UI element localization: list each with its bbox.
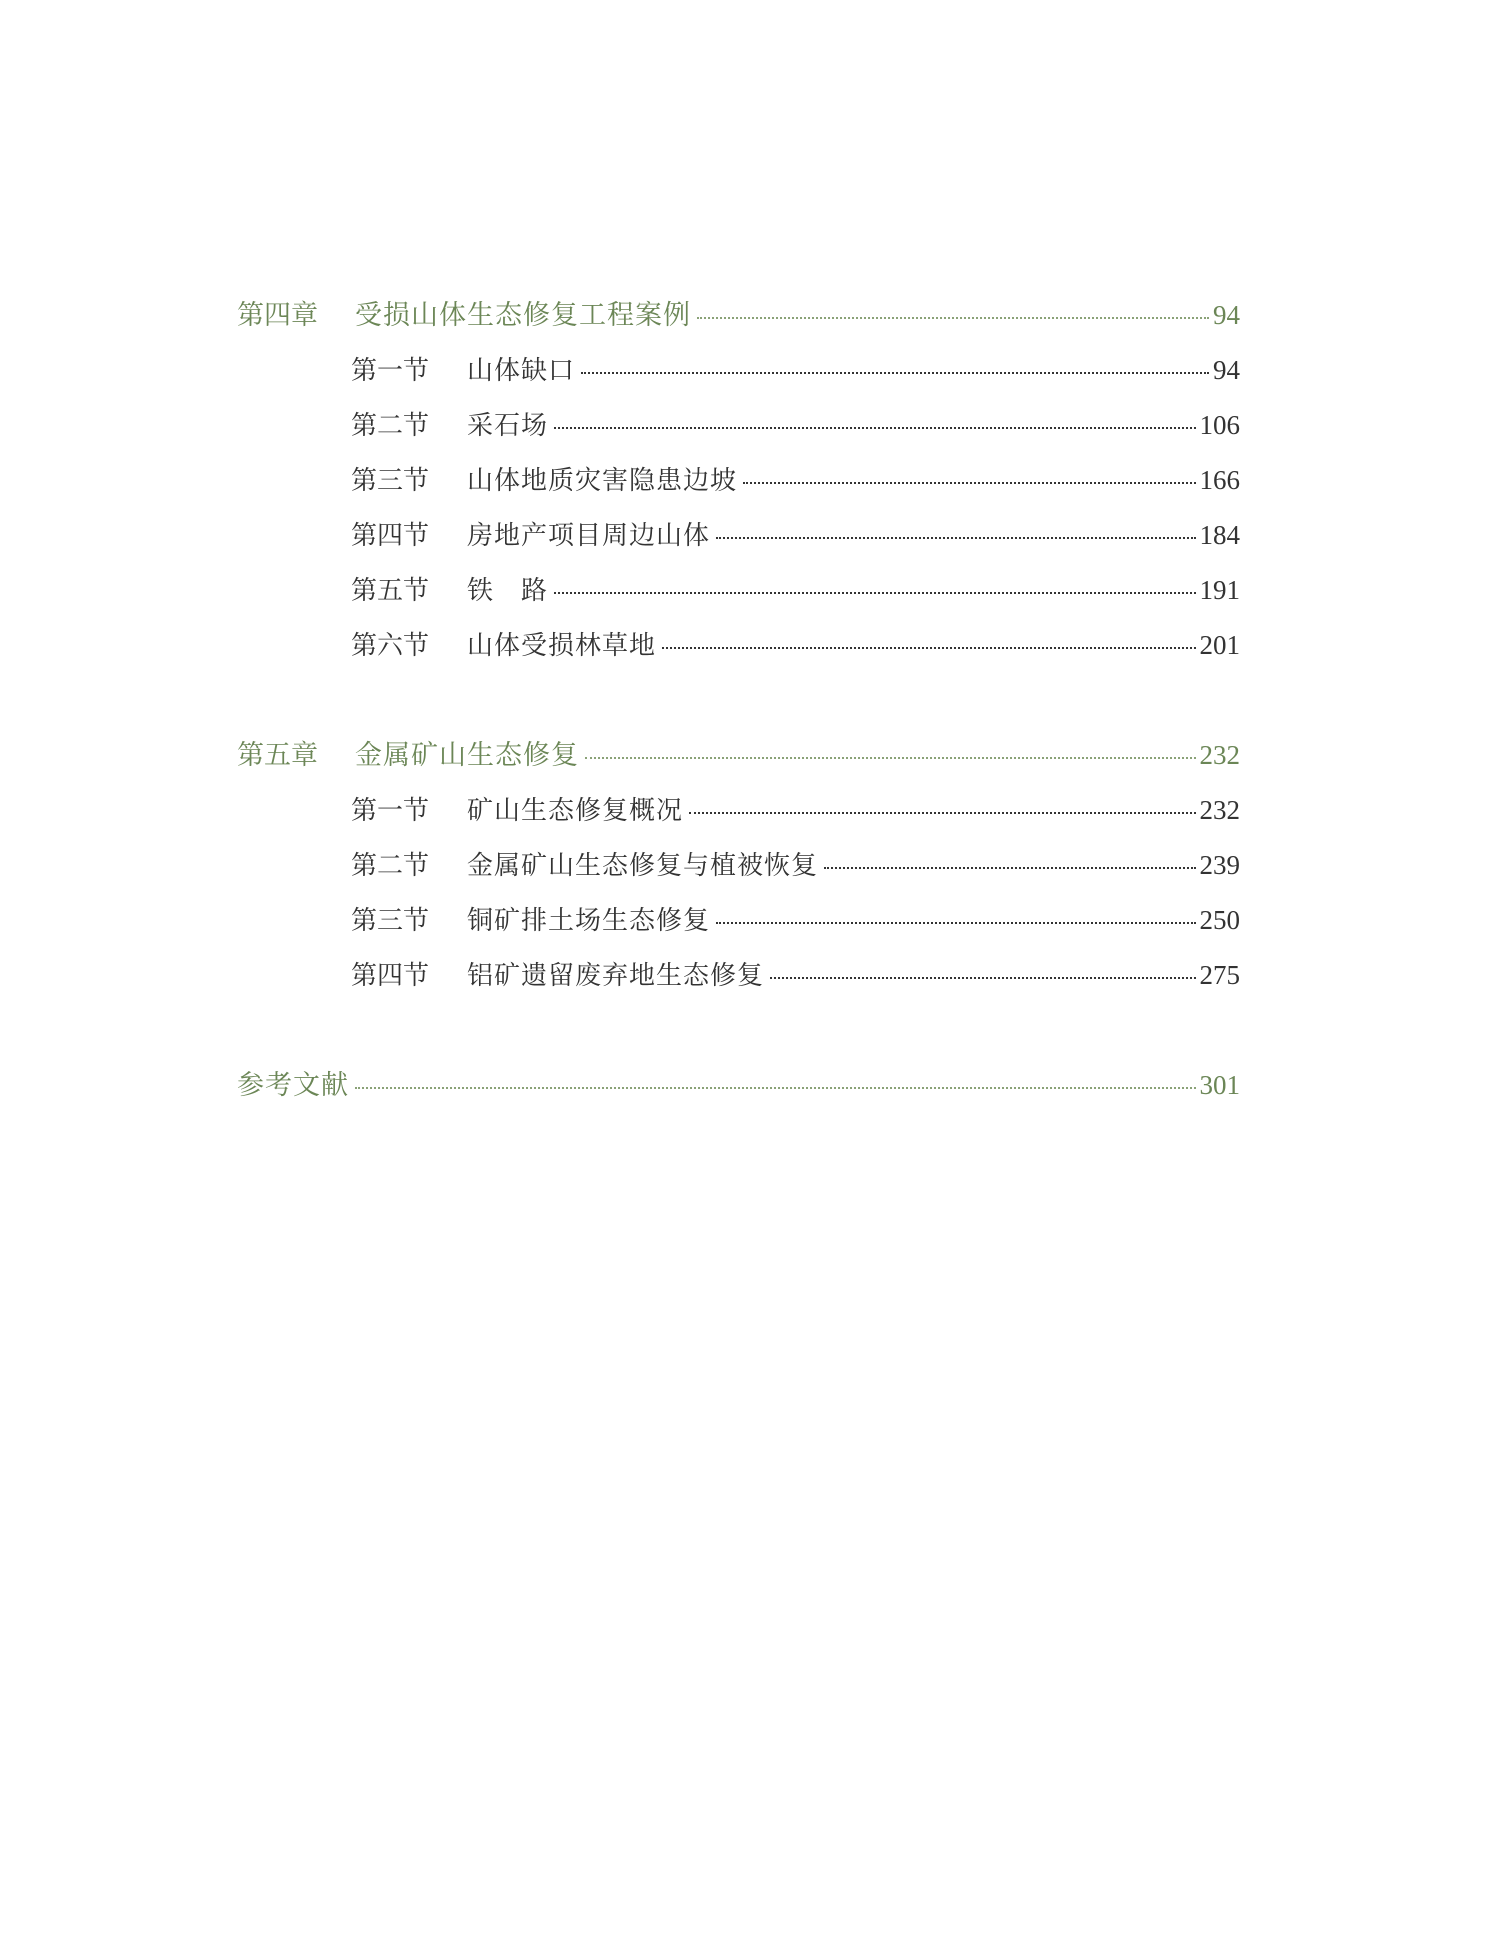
section-title: 金属矿山生态修复与植被恢复: [467, 851, 819, 881]
toc-section-entry[interactable]: [237, 893, 1240, 948]
chapter-label: 第四章: [237, 300, 318, 331]
dot-leader: [743, 482, 1195, 484]
section-label: 第六节: [351, 631, 430, 661]
toc-section-entry[interactable]: [237, 838, 1240, 893]
dot-leader: [770, 977, 1195, 979]
chapter-label: 第五章: [237, 740, 318, 771]
dot-leader: [716, 537, 1195, 539]
toc-references-group: [237, 1058, 1240, 1113]
dot-leader: [581, 372, 1209, 374]
page-number: 166: [1199, 465, 1240, 495]
section-label: 第一节: [351, 796, 430, 826]
toc-references-entry[interactable]: [237, 1058, 1240, 1113]
page-number: 301: [1199, 1070, 1240, 1100]
table-of-contents: [237, 288, 1240, 1113]
page-number: 94: [1213, 300, 1240, 330]
toc-chapter-group: [237, 288, 1240, 673]
dot-leader: [697, 317, 1209, 319]
section-label: 第三节: [351, 906, 430, 936]
toc-chapter-entry[interactable]: [237, 728, 1240, 783]
section-label: 第四节: [351, 521, 430, 551]
toc-section-entry[interactable]: [237, 398, 1240, 453]
section-title: 山体地质灾害隐患边坡: [467, 466, 738, 496]
section-title: 采石场: [467, 411, 549, 441]
page-number: 184: [1199, 520, 1240, 550]
dot-leader: [716, 922, 1195, 924]
section-title: 矿山生态修复概况: [467, 796, 684, 826]
section-title: 山体受损林草地: [467, 631, 657, 661]
section-title: 铁 路: [467, 576, 549, 606]
toc-chapter-group: [237, 728, 1240, 1003]
section-title: 铝矿遗留废弃地生态修复: [467, 961, 765, 991]
dot-leader: [824, 867, 1195, 869]
section-label: 第一节: [351, 356, 430, 386]
dot-leader: [585, 757, 1196, 759]
dot-leader: [554, 427, 1195, 429]
chapter-title: 金属矿山生态修复: [355, 740, 579, 771]
page-number: 191: [1199, 575, 1240, 605]
toc-section-entry[interactable]: [237, 948, 1240, 1003]
section-title: 铜矿排土场生态修复: [467, 906, 711, 936]
toc-section-entry[interactable]: [237, 343, 1240, 398]
page-number: 201: [1199, 630, 1240, 660]
section-label: 第二节: [351, 411, 430, 441]
toc-section-entry[interactable]: [237, 783, 1240, 838]
page-number: 94: [1213, 355, 1240, 385]
page-number: 250: [1199, 905, 1240, 935]
section-title: 山体缺口: [467, 356, 576, 386]
toc-section-entry[interactable]: [237, 453, 1240, 508]
chapter-title: 受损山体生态修复工程案例: [355, 300, 691, 331]
dot-leader: [355, 1087, 1196, 1089]
section-label: 第二节: [351, 851, 430, 881]
toc-section-entry[interactable]: [237, 618, 1240, 673]
dot-leader: [689, 812, 1195, 814]
page-number: 275: [1199, 960, 1240, 990]
page-number: 232: [1199, 740, 1240, 770]
section-label: 第三节: [351, 466, 430, 496]
dot-leader: [662, 647, 1195, 649]
page-number: 106: [1199, 410, 1240, 440]
section-label: 第四节: [351, 961, 430, 991]
dot-leader: [554, 592, 1195, 594]
page-number: 239: [1199, 850, 1240, 880]
section-title: 房地产项目周边山体: [467, 521, 711, 551]
section-label: 第五节: [351, 576, 430, 606]
page-number: 232: [1199, 795, 1240, 825]
references-title: 参考文献: [237, 1070, 349, 1101]
toc-chapter-entry[interactable]: [237, 288, 1240, 343]
toc-section-entry[interactable]: [237, 563, 1240, 618]
toc-section-entry[interactable]: [237, 508, 1240, 563]
